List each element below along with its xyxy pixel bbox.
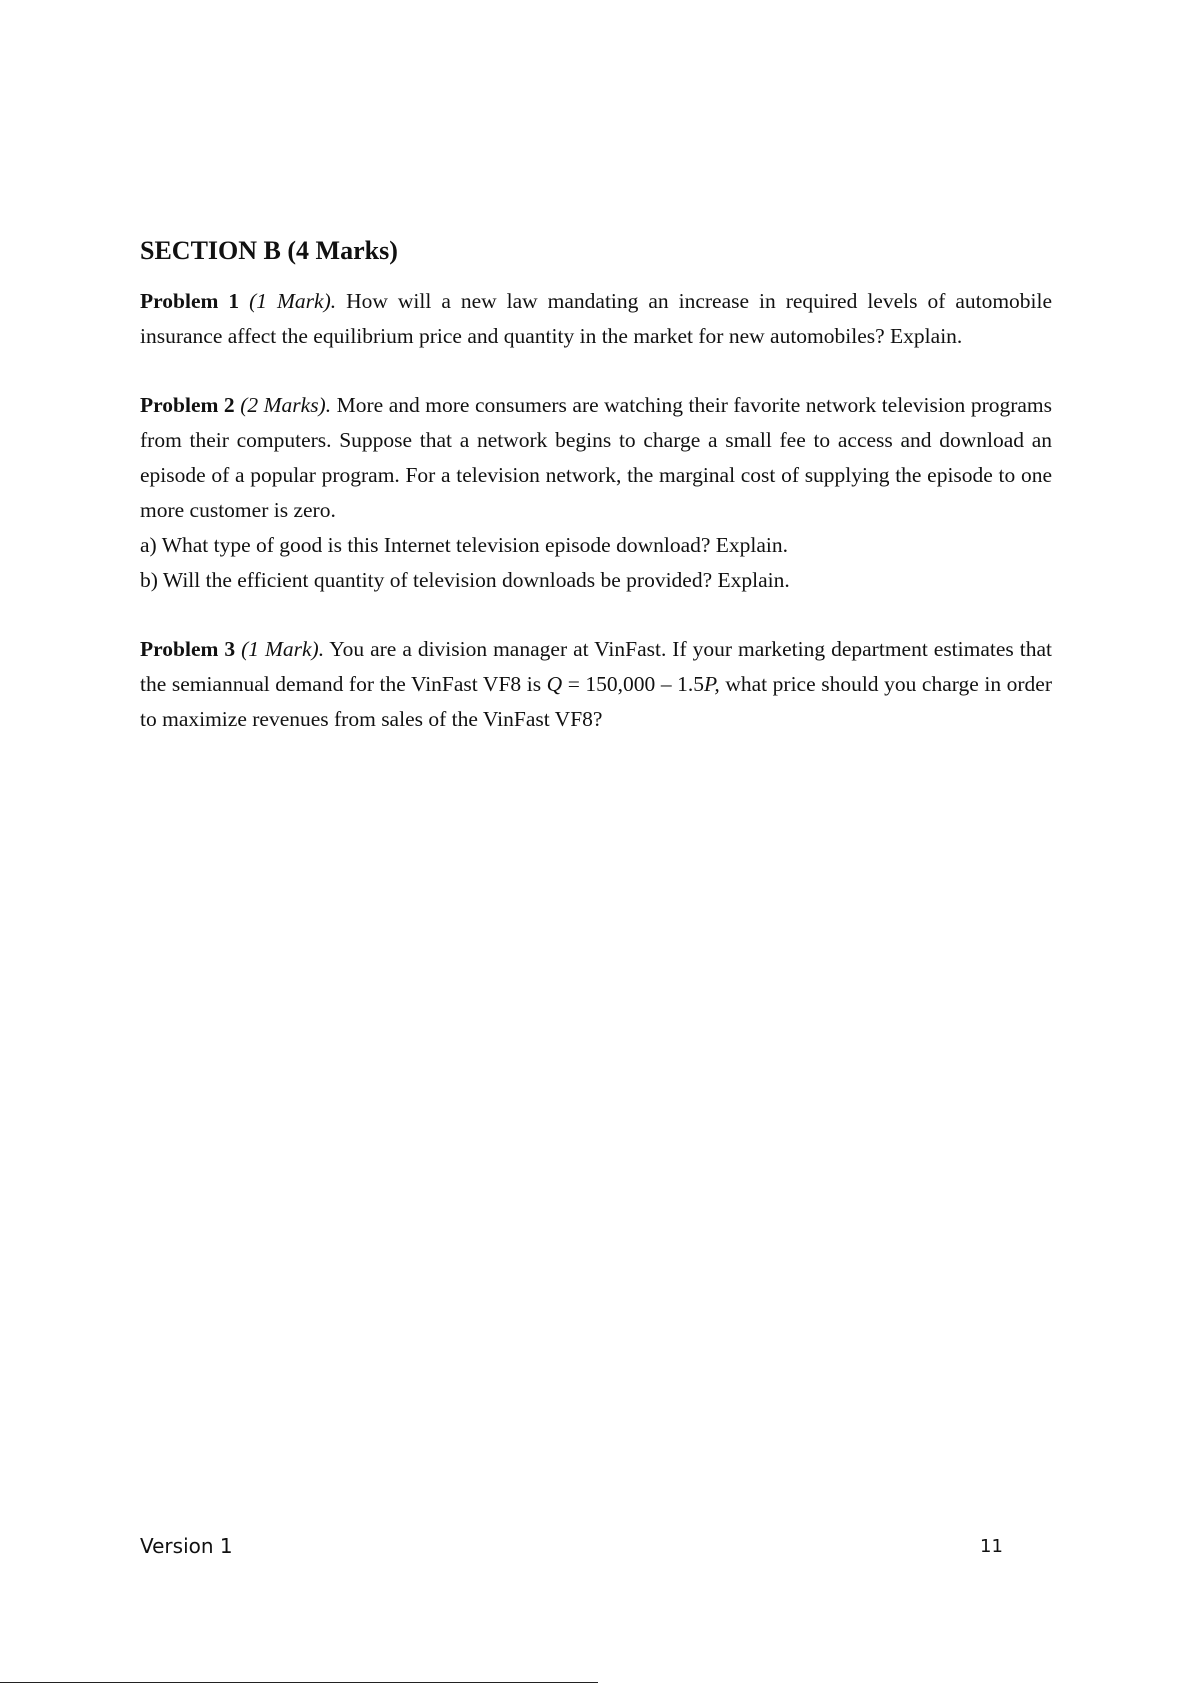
demand-equation-q: Q <box>546 672 563 696</box>
problem-2-part-b: b) Will the efficient quantity of television downloads be provided? Explain. <box>140 568 790 592</box>
problem-2-label: Problem 2 <box>140 393 235 417</box>
problem-3-body <box>140 632 1052 737</box>
footer-version: Version 1 <box>140 1534 233 1558</box>
problem-3 <box>140 632 1052 737</box>
problem-1-text: How will a new law mandating an increase in required levels of automobile insurance affect the equilibrium price and quantity in the market for new automobiles? Explain. <box>140 289 1053 348</box>
section-title: SECTION B (4 Marks) <box>140 236 398 265</box>
bottom-rule <box>0 1682 598 1683</box>
problem-2-body <box>140 388 1052 528</box>
problem-2-text: More and more consumers are watching their favorite network television programs from their computers. Suppose that a network begins to charge a small fee to access and download an episode of a popular program. For a television network, the marginal cost of supplying the episode to one more customer is zero. <box>140 393 1053 522</box>
problem-3-text-before: You are a division manager at VinFast. If your marketing department estimates that the semiannual demand for the VinFast VF8 is <box>140 637 1052 696</box>
problem-1-label: Problem 1 <box>140 289 240 313</box>
demand-equation-p: P, <box>704 672 720 696</box>
problem-1-body <box>140 284 1052 354</box>
section-b-content <box>140 232 1052 771</box>
problem-3-marks: (1 Mark). <box>241 637 325 661</box>
problem-2-part-a: a) What type of good is this Internet television episode download? Explain. <box>140 533 789 557</box>
problem-1-marks: (1 Mark). <box>249 289 337 313</box>
problem-2 <box>140 388 1052 598</box>
demand-equation-body: = 150,000 – 1.5 <box>567 672 705 696</box>
problem-3-text-after: what price should you charge in order to maximize revenues from sales of the VinFast VF8? <box>140 672 1052 731</box>
footer-page-number: 11 <box>980 1536 1003 1557</box>
problem-1 <box>140 284 1052 354</box>
problem-3-label: Problem 3 <box>140 637 236 661</box>
problem-2-marks: (2 Marks). <box>240 393 332 417</box>
